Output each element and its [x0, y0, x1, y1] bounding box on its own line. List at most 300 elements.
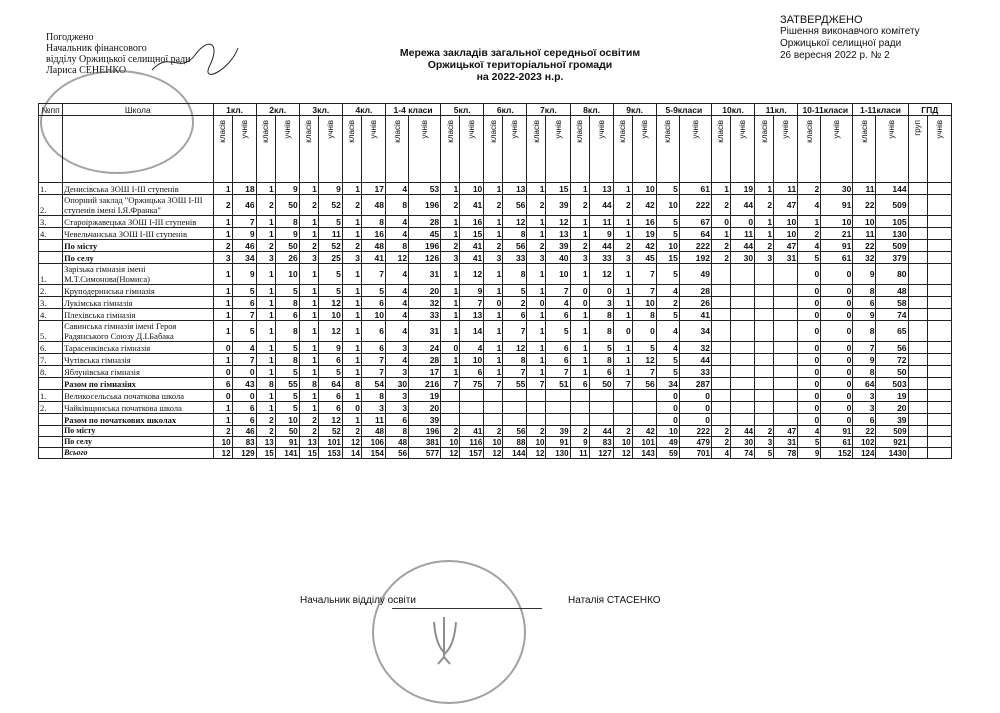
table-row [39, 426, 952, 437]
cell-value: 13 [460, 309, 484, 321]
cell-value [711, 414, 730, 426]
cell-value: 20 [876, 402, 908, 414]
cell-value: 56 [503, 240, 527, 252]
cell-value: 2 [711, 240, 730, 252]
official-round-stamp [372, 560, 526, 704]
cell-value: 26 [275, 252, 299, 264]
cell-value: 144 [876, 183, 908, 195]
cell-value: 7 [546, 366, 570, 378]
cell-value: 1 [256, 216, 275, 228]
cell-value: 3 [613, 252, 632, 264]
cell-value: 46 [232, 195, 256, 216]
group-header: ГПД [908, 104, 951, 116]
cell-value: 5 [798, 437, 821, 448]
cell-value: 10 [361, 309, 385, 321]
title-line: на 2022-2023 н.р. [476, 71, 564, 83]
cell-value: 6 [361, 297, 385, 309]
cell-value: 1 [441, 183, 460, 195]
cell-value: 9 [232, 264, 256, 285]
cell-value: 6 [318, 354, 342, 366]
cell-value: 9 [318, 183, 342, 195]
cell-value [755, 309, 774, 321]
cell-value: 1 [342, 297, 361, 309]
school-name: Разом по гімназіях [63, 378, 213, 390]
cell-value: 24 [409, 342, 441, 354]
cell-value: 2 [441, 426, 460, 437]
cell-value: 0 [821, 342, 853, 354]
table-row [39, 195, 952, 216]
cell-value [546, 402, 570, 414]
cell-value [927, 264, 951, 285]
cell-value: 31 [409, 321, 441, 342]
sub-header-label: класів [575, 120, 585, 143]
cell-value [774, 321, 798, 342]
cell-value: 8 [589, 354, 613, 366]
school-name: Опорний заклад "Оржицька ЗОШ І-ІІІ ступенів імені І.Я.Франка" [63, 195, 213, 216]
agreed-line: Лариса СЕНЕНКО [46, 65, 127, 76]
group-header: 10-11класи [798, 104, 853, 116]
cell-value: 2 [570, 426, 589, 437]
cell-value: 1 [299, 366, 318, 378]
cell-value [711, 297, 730, 309]
cell-value: 10 [821, 216, 853, 228]
cell-value: 7 [484, 378, 503, 390]
cell-value: 141 [275, 448, 299, 459]
cell-value: 14 [460, 321, 484, 342]
cell-value: 2 [342, 195, 361, 216]
cell-value [908, 390, 927, 402]
cell-value: 2 [256, 426, 275, 437]
cell-value: 7 [441, 378, 460, 390]
cell-value: 1 [256, 366, 275, 378]
cell-value: 1 [441, 228, 460, 240]
cell-value: 1 [342, 390, 361, 402]
cell-value: 1 [527, 354, 546, 366]
row-number [39, 240, 63, 252]
cell-value: 6 [460, 366, 484, 378]
cell-value: 51 [546, 378, 570, 390]
cell-value: 13 [589, 183, 613, 195]
group-header: 10кл. [711, 104, 754, 116]
cell-value: 3 [441, 252, 460, 264]
row-number: 1. [39, 264, 63, 285]
cell-value: 55 [503, 378, 527, 390]
cell-value: 1 [570, 342, 589, 354]
cell-value: 50 [275, 426, 299, 437]
cell-value: 1 [299, 228, 318, 240]
cell-value: 0 [441, 342, 460, 354]
table-row [39, 354, 952, 366]
cell-value: 5 [318, 366, 342, 378]
sub-header-label: учнів [282, 120, 292, 139]
cell-value [908, 183, 927, 195]
cell-value [927, 252, 951, 264]
cell-value: 9 [853, 354, 876, 366]
cell-value: 15 [256, 448, 275, 459]
cell-value: 47 [774, 240, 798, 252]
cell-value: 7 [361, 366, 385, 378]
header-blank [63, 116, 213, 183]
cell-value: 8 [275, 297, 299, 309]
cell-value: 8 [589, 321, 613, 342]
school-name: Староіржавецька ЗОШ І-ІІІ ступенів [63, 216, 213, 228]
cell-value: 5 [232, 321, 256, 342]
cell-value: 10 [318, 309, 342, 321]
cell-value: 1 [342, 285, 361, 297]
cell-value: 42 [632, 240, 656, 252]
cell-value: 2 [570, 195, 589, 216]
cell-value: 2 [256, 240, 275, 252]
cell-value: 16 [361, 228, 385, 240]
cell-value [484, 390, 503, 402]
cell-value: 11 [589, 216, 613, 228]
cell-value: 48 [876, 285, 908, 297]
cell-value: 46 [232, 426, 256, 437]
sub-header [256, 116, 275, 183]
cell-value [546, 414, 570, 426]
cell-value: 4 [386, 228, 409, 240]
cell-value [908, 285, 927, 297]
row-number: 1. [39, 390, 63, 402]
cell-value: 52 [318, 195, 342, 216]
cell-value: 1 [342, 342, 361, 354]
cell-value: 196 [409, 195, 441, 216]
cell-value: 1 [798, 216, 821, 228]
cell-value: 9 [460, 285, 484, 297]
cell-value: 3 [213, 252, 232, 264]
cell-value: 1 [755, 183, 774, 195]
cell-value: 53 [409, 183, 441, 195]
cell-value: 50 [589, 378, 613, 390]
row-number: 3. [39, 216, 63, 228]
cell-value: 4 [656, 342, 679, 354]
cell-value: 1 [441, 285, 460, 297]
cell-value: 1 [213, 402, 232, 414]
cell-value [731, 309, 755, 321]
cell-value [755, 414, 774, 426]
cell-value: 1430 [876, 448, 908, 459]
cell-value: 10 [275, 414, 299, 426]
cell-value [927, 426, 951, 437]
cell-value: 2 [527, 195, 546, 216]
cell-value: 1 [213, 216, 232, 228]
cell-value: 15 [299, 448, 318, 459]
sub-header [679, 116, 711, 183]
table-row [39, 183, 952, 195]
cell-value: 509 [876, 426, 908, 437]
cell-value [711, 378, 730, 390]
cell-value: 7 [613, 378, 632, 390]
signature-position: Начальник відділу освіти [300, 595, 416, 606]
cell-value: 8 [275, 216, 299, 228]
cell-value: 61 [821, 437, 853, 448]
cell-value: 91 [546, 437, 570, 448]
sub-header-label: учнів [690, 120, 700, 139]
sub-header [821, 116, 853, 183]
cell-value: 5 [656, 264, 679, 285]
cell-value: 1 [570, 228, 589, 240]
cell-value: 153 [318, 448, 342, 459]
cell-value: 74 [876, 309, 908, 321]
cell-value: 22 [853, 195, 876, 216]
cell-value: 0 [821, 321, 853, 342]
cell-value [527, 390, 546, 402]
cell-value: 28 [679, 285, 711, 297]
cell-value: 102 [853, 437, 876, 448]
cell-value: 2 [755, 195, 774, 216]
cell-value: 48 [361, 426, 385, 437]
table-row [39, 402, 952, 414]
cell-value: 0 [656, 414, 679, 426]
cell-value: 5 [275, 342, 299, 354]
cell-value: 1 [527, 309, 546, 321]
cell-value: 7 [503, 366, 527, 378]
cell-value: 1 [613, 264, 632, 285]
cell-value: 4 [386, 285, 409, 297]
cell-value [927, 309, 951, 321]
cell-value: 45 [632, 252, 656, 264]
sub-header [927, 116, 951, 183]
cell-value: 19 [632, 228, 656, 240]
cell-value: 8 [853, 321, 876, 342]
cell-value: 49 [656, 437, 679, 448]
cell-value: 5 [656, 309, 679, 321]
cell-value: 56 [632, 378, 656, 390]
cell-value: 41 [460, 240, 484, 252]
cell-value: 1 [441, 264, 460, 285]
cell-value [927, 297, 951, 309]
cell-value: 10 [774, 228, 798, 240]
cell-value: 6 [570, 378, 589, 390]
cell-value: 15 [656, 252, 679, 264]
cell-value: 1 [613, 309, 632, 321]
sub-header [409, 116, 441, 183]
group-header: 5-9класи [656, 104, 711, 116]
cell-value: 12 [342, 437, 361, 448]
cell-value: 1 [755, 228, 774, 240]
cell-value: 2 [711, 437, 730, 448]
cell-value [908, 366, 927, 378]
cell-value: 56 [386, 448, 409, 459]
cell-value [731, 366, 755, 378]
cell-value: 5 [318, 285, 342, 297]
cell-value: 8 [275, 321, 299, 342]
cell-value: 12 [503, 216, 527, 228]
cell-value: 196 [409, 426, 441, 437]
cell-value: 8 [256, 378, 275, 390]
school-name: Плехівська гімназія [63, 309, 213, 321]
cell-value [755, 321, 774, 342]
cell-value: 8 [386, 240, 409, 252]
cell-value: 2 [441, 240, 460, 252]
cell-value: 18 [232, 183, 256, 195]
cell-value [755, 285, 774, 297]
cell-value: 28 [409, 354, 441, 366]
sub-header-label: класів [347, 120, 357, 143]
cell-value [927, 321, 951, 342]
cell-value [755, 390, 774, 402]
cell-value: 0 [798, 354, 821, 366]
row-number: 7. [39, 354, 63, 366]
cell-value: 7 [853, 342, 876, 354]
table-row [39, 216, 952, 228]
cell-value: 91 [821, 240, 853, 252]
cell-value: 0 [798, 297, 821, 309]
cell-value: 33 [503, 252, 527, 264]
cell-value: 1 [256, 342, 275, 354]
cell-value [589, 402, 613, 414]
cell-value [774, 354, 798, 366]
cell-value: 0 [821, 354, 853, 366]
document-title [330, 47, 710, 83]
sub-header-label: класів [304, 120, 314, 143]
school-name: По місту [63, 426, 213, 437]
cell-value [441, 414, 460, 426]
sub-header [589, 116, 613, 183]
sub-header [318, 116, 342, 183]
header-blank [39, 116, 63, 183]
cell-value: 44 [589, 240, 613, 252]
cell-value: 6 [318, 390, 342, 402]
cell-value: 59 [656, 448, 679, 459]
cell-value: 130 [876, 228, 908, 240]
cell-value: 8 [275, 354, 299, 366]
cell-value [774, 390, 798, 402]
cell-value: 0 [821, 402, 853, 414]
cell-value: 10 [656, 195, 679, 216]
cell-value [908, 414, 927, 426]
cell-value: 4 [460, 342, 484, 354]
cell-value: 1 [613, 285, 632, 297]
cell-value: 44 [589, 195, 613, 216]
cell-value: 10 [613, 437, 632, 448]
cell-value: 8 [503, 228, 527, 240]
cell-value: 39 [546, 195, 570, 216]
sub-header [613, 116, 632, 183]
cell-value: 8 [503, 354, 527, 366]
cell-value: 503 [876, 378, 908, 390]
cell-value [908, 354, 927, 366]
cell-value: 2 [613, 426, 632, 437]
trident-emblem-icon [374, 562, 524, 702]
sub-header [503, 116, 527, 183]
cell-value: 10 [484, 437, 503, 448]
cell-value: 1 [256, 228, 275, 240]
sub-header [908, 116, 927, 183]
sub-header [441, 116, 460, 183]
cell-value [613, 390, 632, 402]
cell-value: 1 [711, 228, 730, 240]
cell-value: 1 [256, 402, 275, 414]
cell-value: 31 [774, 437, 798, 448]
cell-value: 1 [256, 183, 275, 195]
cell-value: 8 [853, 285, 876, 297]
cell-value: 1 [484, 321, 503, 342]
cell-value: 5 [632, 342, 656, 354]
cell-value: 2 [299, 426, 318, 437]
cell-value: 1 [613, 297, 632, 309]
cell-value [613, 414, 632, 426]
cell-value: 41 [361, 252, 385, 264]
sub-header [460, 116, 484, 183]
cell-value [570, 402, 589, 414]
cell-value: 143 [632, 448, 656, 459]
cell-value: 12 [503, 342, 527, 354]
cell-value: 56 [503, 195, 527, 216]
cell-value: 39 [546, 426, 570, 437]
cell-value [927, 402, 951, 414]
cell-value: 50 [275, 195, 299, 216]
cell-value: 12 [318, 414, 342, 426]
row-number [39, 426, 63, 437]
approved-line: Рішення виконавчого комітету [780, 26, 920, 37]
cell-value: 72 [876, 354, 908, 366]
cell-value [711, 366, 730, 378]
cell-value [908, 264, 927, 285]
sub-header-label: класів [261, 120, 271, 143]
cell-value: 8 [632, 309, 656, 321]
cell-value: 0 [232, 390, 256, 402]
cell-value: 7 [546, 285, 570, 297]
cell-value: 7 [361, 354, 385, 366]
cell-value [774, 297, 798, 309]
cell-value: 0 [527, 297, 546, 309]
cell-value: 67 [679, 216, 711, 228]
cell-value: 4 [798, 195, 821, 216]
sub-header-label: учнів [738, 120, 748, 139]
cell-value: 5 [589, 342, 613, 354]
cell-value: 44 [731, 195, 755, 216]
cell-value: 0 [798, 264, 821, 285]
cell-value: 0 [342, 402, 361, 414]
cell-value: 222 [679, 426, 711, 437]
cell-value: 1 [213, 321, 232, 342]
cell-value: 0 [798, 414, 821, 426]
cell-value: 19 [409, 390, 441, 402]
col-school-header: Школа [63, 104, 213, 116]
cell-value: 12 [213, 448, 232, 459]
cell-value: 2 [527, 240, 546, 252]
cell-value: 1 [441, 321, 460, 342]
cell-value: 78 [774, 448, 798, 459]
group-header: 1-4 класи [386, 104, 441, 116]
sub-header-label: учнів [420, 120, 430, 139]
cell-value: 2 [342, 426, 361, 437]
cell-value [441, 390, 460, 402]
table-row [39, 366, 952, 378]
cell-value: 30 [821, 183, 853, 195]
cell-value: 1 [342, 321, 361, 342]
cell-value: 2 [213, 426, 232, 437]
cell-value [755, 378, 774, 390]
cell-value: 34 [679, 321, 711, 342]
cell-value: 116 [460, 437, 484, 448]
cell-value: 2 [711, 252, 730, 264]
cell-value: 2 [711, 195, 730, 216]
cell-value: 26 [679, 297, 711, 309]
cell-value: 509 [876, 195, 908, 216]
cell-value [711, 309, 730, 321]
cell-value: 0 [232, 366, 256, 378]
cell-value: 30 [731, 437, 755, 448]
cell-value: 34 [656, 378, 679, 390]
table-row [39, 437, 952, 448]
cell-value: 1 [342, 354, 361, 366]
cell-value: 19 [731, 183, 755, 195]
cell-value: 5 [503, 285, 527, 297]
cell-value: 1 [441, 354, 460, 366]
cell-value: 0 [613, 321, 632, 342]
